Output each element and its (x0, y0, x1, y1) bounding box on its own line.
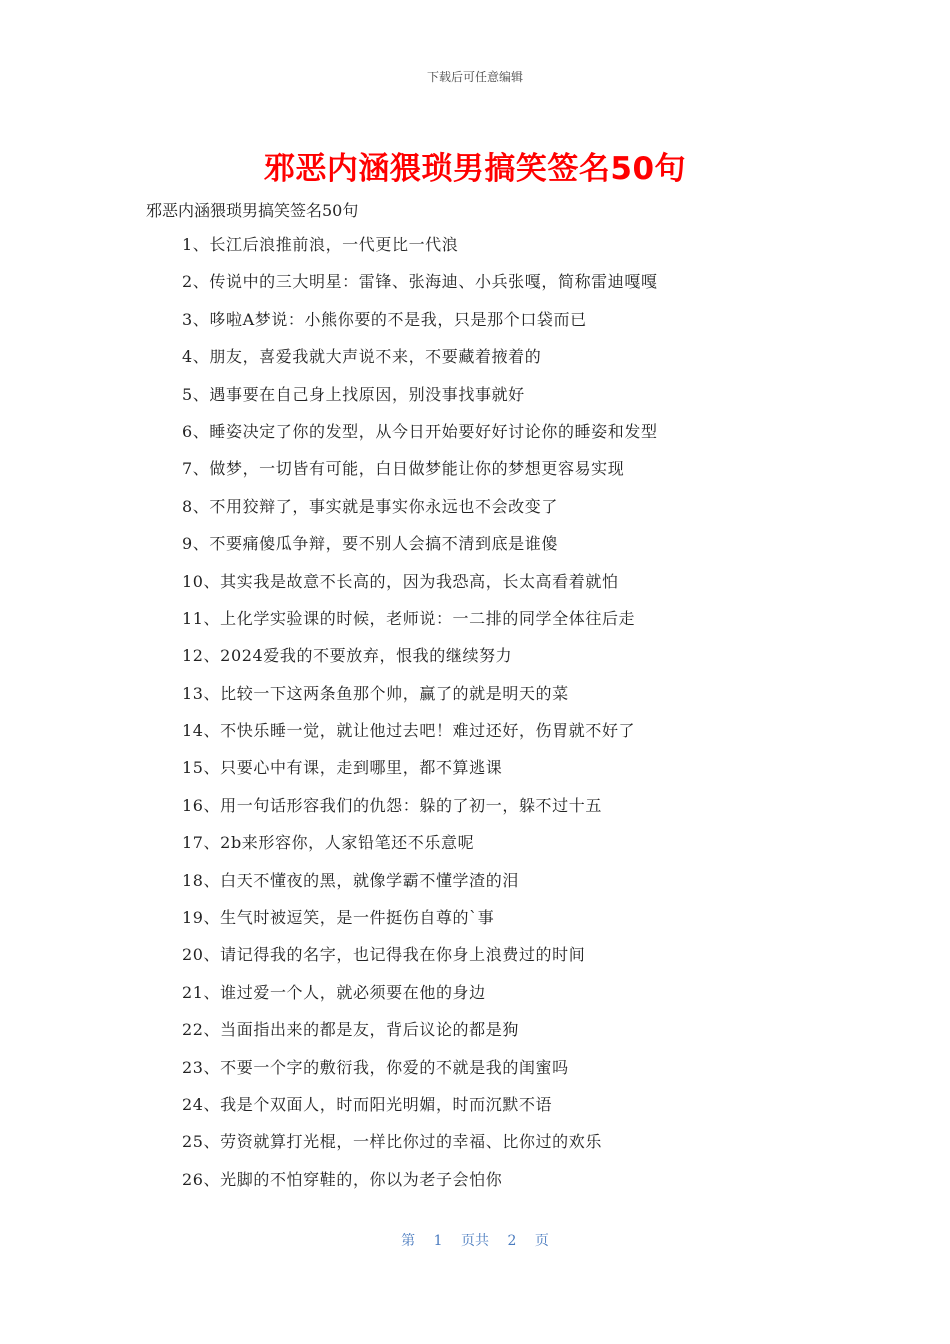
footer-page-number: 1 (433, 1233, 443, 1249)
list-item: 10、其实我是故意不长高的，因为我恐高，长太高看着就怕 (182, 571, 619, 591)
footer-middle: 页共 (461, 1233, 489, 1249)
list-item: 18、白天不懂夜的黑，就像学霸不懂学渣的泪 (182, 870, 519, 890)
list-item: 9、不要痛傻瓜争辩，要不别人会搞不清到底是谁傻 (182, 534, 558, 554)
page-footer (0, 1230, 950, 1250)
footer-suffix: 页 (534, 1233, 549, 1249)
list-item: 21、谁过爱一个人，就必须要在他的身边 (182, 982, 486, 1002)
list-item: 13、比较一下这两条鱼那个帅，赢了的就是明天的菜 (182, 683, 569, 703)
list-item: 20、请记得我的名字，也记得我在你身上浪费过的时间 (182, 945, 586, 965)
document-subtitle: 邪恶内涵猥琐男搞笑签名50句 (146, 201, 359, 220)
list-item: 7、做梦，一切皆有可能，白日做梦能让你的梦想更容易实现 (182, 459, 625, 479)
list-item: 24、我是个双面人，时而阳光明媚，时而沉默不语 (182, 1094, 553, 1114)
list-item: 14、不快乐睡一觉，就让他过去吧！难过还好，伤胃就不好了 (182, 721, 636, 741)
list-item: 3、哆啦A梦说：小熊你要的不是我，只是那个口袋而已 (182, 309, 587, 329)
list-item: 1、长江后浪推前浪，一代更比一代浪 (182, 235, 459, 254)
list-item: 22、当面指出来的都是友，背后议论的都是狗 (182, 1020, 519, 1040)
header-note: 下载后可任意编辑 (426, 70, 523, 84)
list-item: 8、不用狡辩了，事实就是事实你永远也不会改变了 (182, 496, 558, 516)
list-item: 25、劳资就算打光棍，一样比你过的幸福、比你过的欢乐 (182, 1132, 602, 1152)
list-item: 26、光脚的不怕穿鞋的，你以为老子会怕你 (182, 1169, 503, 1189)
footer-prefix: 第 (401, 1233, 416, 1249)
list-item: 19、生气时被逗笑，是一件挺伤自尊的`事 (182, 908, 495, 928)
list-item: 11、上化学实验课的时候，老师说：一二排的同学全体往后走 (182, 608, 636, 628)
list-item: 6、睡姿决定了你的发型，从今日开始要好好讨论你的睡姿和发型 (182, 421, 658, 441)
list-item: 12、2024爱我的不要放弃，恨我的继续努力 (182, 646, 513, 666)
list-item: 23、不要一个字的敷衍我，你爱的不就是我的闺蜜吗 (182, 1057, 569, 1077)
footer-total-pages: 2 (507, 1233, 517, 1249)
document-title: 邪恶内涵猥琐男搞笑签名50句 (263, 151, 687, 187)
list-item: 17、2b来形容你，人家铅笔还不乐意呢 (182, 833, 475, 853)
list-item: 5、遇事要在自己身上找原因，别没事找事就好 (182, 384, 525, 404)
list-item: 16、用一句话形容我们的仇怨：躲的了初一，躲不过十五 (182, 795, 602, 815)
list-item: 4、朋友，喜爱我就大声说不来，不要藏着掖着的 (182, 347, 542, 367)
list-item: 15、只要心中有课，走到哪里，都不算逃课 (182, 758, 503, 778)
list-item: 2、传说中的三大明星：雷锋、张海迪、小兵张嘎，简称雷迪嘎嘎 (182, 272, 658, 292)
signature-list (182, 232, 658, 1204)
